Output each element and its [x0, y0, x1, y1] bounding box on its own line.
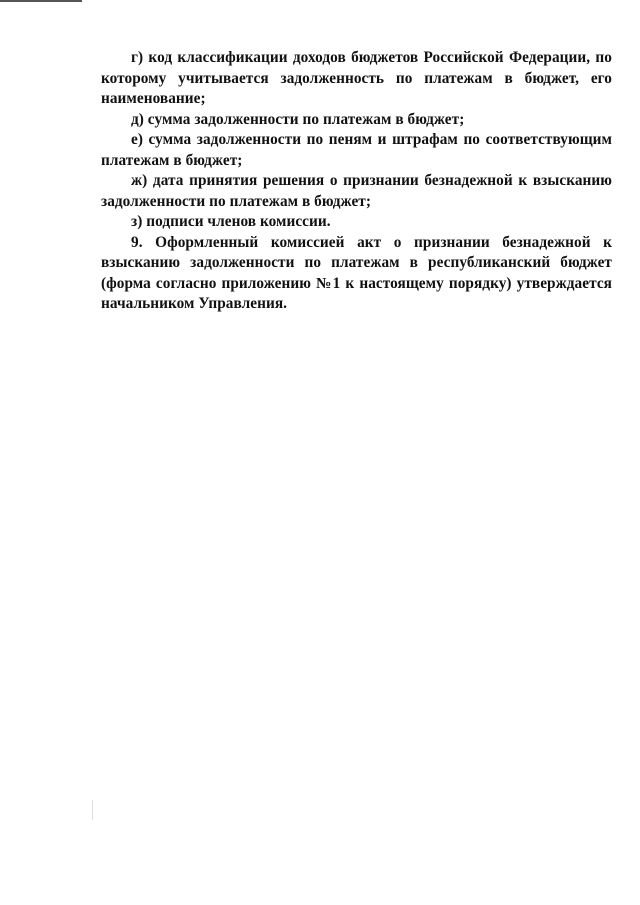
paragraph-9-act-approval: 9. Оформленный комиссией акт о признании безнадежной к взысканию задолженности по платежам в республиканский бюджет (форма согласно приложению №1 к настоящему порядку) утверждается начальником Управления.: [101, 233, 612, 312]
paragraph-g-budget-code: г) код классификации доходов бюджетов Российской Федерации, по которому учитывается задолженность по платежам в бюджет, его наименование;: [101, 49, 612, 107]
paragraph-z-signatures: з) подписи членов комиссии.: [131, 213, 331, 230]
paragraph-e-penalties-amount: е) сумма задолженности по пеням и штрафам по соответствующим платежам в бюджет;: [101, 131, 612, 169]
scan-edge-mark: [0, 0, 82, 2]
document-body: [101, 48, 612, 315]
scan-speck: [92, 800, 93, 820]
paragraph-zh-decision-date: ж) дата принятия решения о признании безнадежной к взысканию задолженности по платежам в бюджет;: [101, 172, 612, 210]
paragraph-d-debt-amount: д) сумма задолженности по платежам в бюджет;: [131, 110, 465, 128]
